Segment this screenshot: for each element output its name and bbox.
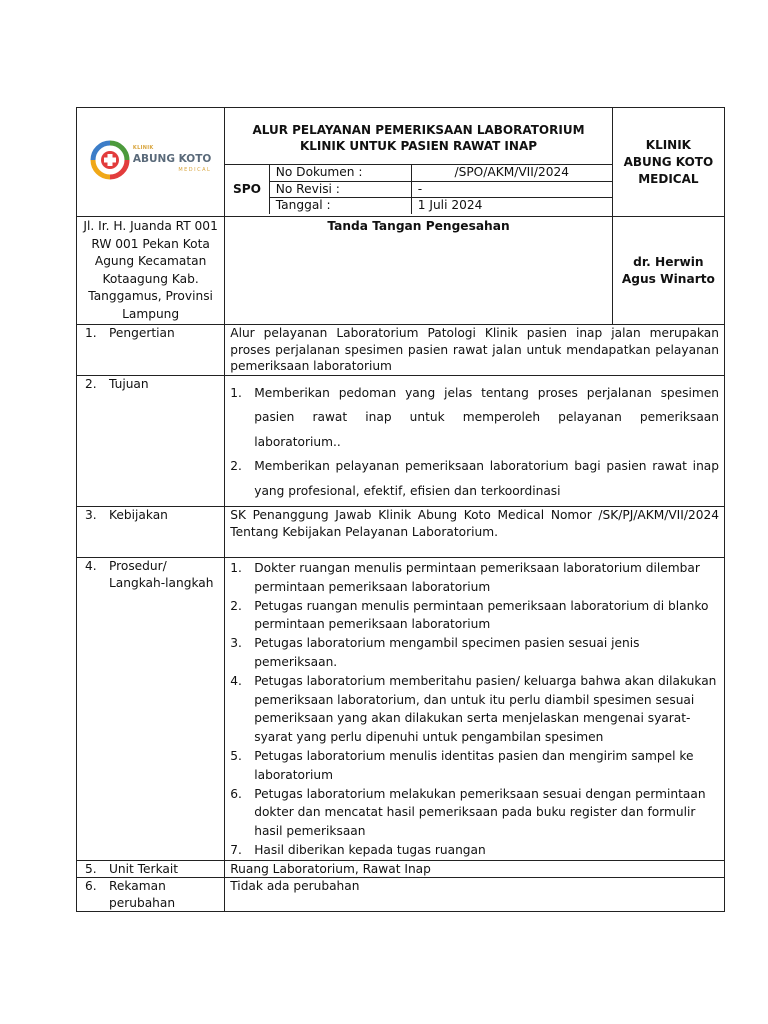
doc-number-label: No Dokumen : xyxy=(269,165,411,182)
list-item: 2. Petugas ruangan menulis permintaan pemeriksaan laboratorium di blanko permintaan pemeriksaan laboratorium xyxy=(230,598,709,632)
section-pengertian xyxy=(77,325,725,376)
section-label: Tujuan xyxy=(109,376,149,391)
document-title: ALUR PELAYANAN PEMERIKSAAN LABORATORIUM KLINIK UNTUK PASIEN RAWAT INAP xyxy=(252,123,585,153)
kebijakan-text: SK Penanggung Jawab Klinik Abung Koto Medical Nomor /SK/PJ/AKM/VII/2024 Tentang Kebijakan Pelayanan Laboratorium. xyxy=(225,507,725,558)
logo-cell xyxy=(77,108,225,217)
spo-document xyxy=(76,107,725,912)
list-item: 5. Petugas laboratorium menulis identitas pasien dan mengirim sampel ke laboratorium xyxy=(230,748,694,782)
logo-sub-text: MEDICAL xyxy=(178,167,212,174)
logo-small-text: KLINIK xyxy=(132,145,154,152)
revision-value: - xyxy=(411,181,612,198)
pengertian-text: Alur pelayanan Laboratorium Patologi Klinik pasien inap jalan merupakan proses perjalanan spesimen pasien rawat jalan untuk mendapatkan pelayanan pemeriksaan laboratorium xyxy=(225,325,725,376)
section-number: 2. xyxy=(85,376,97,391)
list-item: 2. Memberikan pelayanan pemeriksaan laboratorium bagi pasien rawat inap yang profesional, efektif, efisien dan terkoordinasi xyxy=(230,459,719,498)
header-row xyxy=(77,108,725,217)
section-number: 3. xyxy=(85,508,97,522)
list-item: 1. Memberikan pedoman yang jelas tentang proses perjalanan spesimen pasien rawat inap untuk memperoleh pelayanan pemeriksaan laboratorium.. xyxy=(230,385,719,449)
section-number: 1. xyxy=(85,326,97,340)
clinic-name-cell xyxy=(612,108,724,217)
section-unit xyxy=(77,860,725,878)
list-item: 1. Dokter ruangan menulis permintaan pemeriksaan laboratorium dilembar permintaan pemeriksaan laboratorium xyxy=(230,561,700,594)
doc-number-value: /SPO/AKM/VII/2024 xyxy=(411,165,612,182)
list-item: 4. Petugas laboratorium memberitahu pasien/ keluarga bahwa akan dilakukan pemeriksaan laboratorium, dan untuk itu perlu diambil spesimen sesuai pemeriksaan yang akan dilakukan serta menjelaskan mengenai syarat-syarat yang perlu dipenuhi untuk pengambilan spesimen xyxy=(230,673,717,745)
clinic-address: Jl. Ir. H. Juanda RT 001 RW 001 Pekan Kota Agung Kecamatan Kotaagung Kab. Tanggamus, Provinsi Lampung xyxy=(77,217,225,325)
section-label: Unit Terkait xyxy=(109,861,179,876)
list-item: 7. Hasil diberikan kepada tugas ruangan xyxy=(230,842,486,857)
rekaman-text: Tidak ada perubahan xyxy=(225,878,725,912)
list-item: 6. Petugas laboratorium melakukan pemeriksaan sesuai dengan permintaan dokter dan mencatat hasil pemeriksaan pada buku register dan formulir hasil pemeriksaan xyxy=(230,786,706,839)
spo-table xyxy=(76,107,725,912)
signer-name: dr. Herwin Agus Winarto xyxy=(612,217,724,325)
clinic-logo-icon xyxy=(90,140,130,180)
section-label: Pengertian xyxy=(109,326,175,340)
section-number: 5. xyxy=(85,861,97,876)
section-kebijakan xyxy=(77,507,725,558)
list-item: 3. Petugas laboratorium mengambil specimen pasien sesuai jenis pemeriksaan. xyxy=(230,636,640,669)
title-cell xyxy=(225,108,613,217)
date-label: Tanggal : xyxy=(269,198,411,214)
unit-text: Ruang Laboratorium, Rawat Inap xyxy=(225,860,725,878)
section-number: 4. xyxy=(85,559,97,573)
section-label: Rekaman perubahan xyxy=(109,879,176,910)
address-row xyxy=(77,217,725,325)
signature-label: Tanda Tangan Pengesahan xyxy=(225,217,613,325)
clinic-name: KLINIK ABUNG KOTO MEDICAL xyxy=(623,137,714,186)
section-prosedur xyxy=(77,558,725,861)
section-label: Kebijakan xyxy=(109,508,168,522)
logo-name: ABUNG KOTO xyxy=(132,153,212,166)
prosedur-list xyxy=(230,559,719,860)
section-rekaman xyxy=(77,878,725,912)
section-number: 6. xyxy=(85,879,97,894)
tujuan-list xyxy=(230,381,719,504)
section-label: Prosedur/ Langkah-langkah xyxy=(109,559,214,590)
clinic-logo xyxy=(90,140,211,180)
spo-label: SPO xyxy=(225,165,269,214)
doc-info-table xyxy=(225,164,612,214)
date-value: 1 Juli 2024 xyxy=(411,198,612,214)
section-tujuan xyxy=(77,375,725,507)
revision-label: No Revisi : xyxy=(269,181,411,198)
